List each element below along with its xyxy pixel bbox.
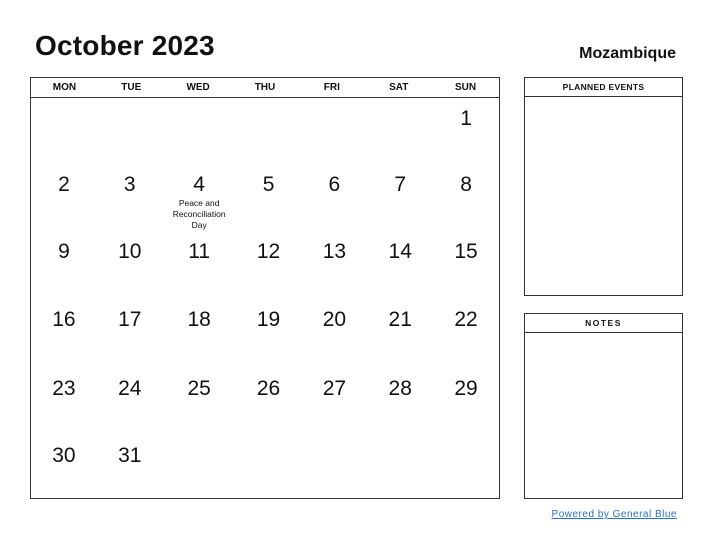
day-cell bbox=[97, 98, 163, 164]
day-number: 13 bbox=[322, 240, 347, 263]
day-number: 8 bbox=[460, 173, 472, 196]
day-number: 29 bbox=[454, 377, 478, 400]
day-cell bbox=[301, 299, 367, 368]
day-cell bbox=[97, 299, 163, 368]
day-number: 4 bbox=[193, 173, 205, 196]
day-cell bbox=[163, 164, 236, 231]
weekday-label: WED bbox=[186, 82, 210, 93]
day-number: 20 bbox=[322, 308, 347, 331]
day-number: 24 bbox=[118, 377, 142, 400]
country-name: Mozambique bbox=[579, 45, 676, 62]
day-cell bbox=[31, 164, 97, 231]
day-number: 6 bbox=[328, 173, 341, 196]
day-cell bbox=[31, 435, 97, 503]
day-cell bbox=[163, 368, 236, 435]
day-cell bbox=[163, 299, 236, 368]
weekday-label: MON bbox=[52, 82, 77, 93]
day-number: 9 bbox=[58, 240, 70, 263]
day-number: 7 bbox=[394, 173, 407, 196]
day-number: 15 bbox=[454, 240, 478, 263]
day-number: 2 bbox=[58, 173, 70, 196]
day-number bbox=[301, 435, 367, 445]
calendar-body bbox=[31, 98, 499, 499]
planned-events-header: PLANNED EVENTS bbox=[525, 78, 682, 97]
day-cell bbox=[97, 435, 163, 503]
day-cell bbox=[236, 299, 302, 368]
weekday-label: FRI bbox=[323, 82, 340, 93]
day-number bbox=[367, 98, 433, 108]
day-number: 30 bbox=[52, 444, 76, 467]
weekday-label: TUE bbox=[121, 82, 142, 93]
day-cell bbox=[367, 98, 433, 164]
day-number: 5 bbox=[262, 173, 275, 196]
day-cell bbox=[367, 435, 433, 503]
day-cell bbox=[367, 368, 433, 435]
day-cell bbox=[31, 98, 97, 164]
day-number: 25 bbox=[187, 377, 211, 400]
day-number: 31 bbox=[118, 444, 142, 467]
day-cell bbox=[236, 164, 302, 231]
holiday-label: Peace and Reconciliation Day bbox=[172, 198, 226, 230]
day-number: 16 bbox=[52, 308, 76, 331]
day-cell bbox=[31, 299, 97, 368]
day-number bbox=[97, 98, 163, 108]
day-cell bbox=[31, 368, 97, 435]
powered-by-link[interactable]: Powered by General Blue bbox=[551, 509, 677, 520]
planned-events-box bbox=[524, 77, 683, 296]
day-cell bbox=[367, 164, 433, 231]
notes-header: NOTES bbox=[525, 314, 682, 333]
day-cell bbox=[301, 368, 367, 435]
day-number: 21 bbox=[388, 308, 412, 331]
day-cell bbox=[97, 231, 163, 299]
day-number bbox=[31, 98, 97, 108]
day-number: 27 bbox=[322, 377, 347, 400]
weekday-label: SUN bbox=[455, 82, 477, 93]
day-cell bbox=[433, 299, 499, 368]
day-number: 12 bbox=[256, 240, 281, 263]
day-number bbox=[236, 435, 302, 445]
notes-box bbox=[524, 313, 683, 499]
day-number bbox=[367, 435, 433, 445]
day-cell bbox=[97, 164, 163, 231]
day-cell bbox=[301, 435, 367, 503]
day-number bbox=[163, 435, 236, 445]
day-number bbox=[301, 98, 367, 108]
day-cell bbox=[433, 368, 499, 435]
day-cell bbox=[236, 231, 302, 299]
day-number bbox=[236, 98, 302, 108]
day-cell bbox=[433, 98, 499, 164]
weekday-label: SAT bbox=[389, 82, 409, 93]
weekday-header-row bbox=[31, 78, 499, 98]
day-cell bbox=[163, 98, 236, 164]
day-cell bbox=[236, 368, 302, 435]
day-cell bbox=[433, 231, 499, 299]
day-cell bbox=[163, 231, 236, 299]
day-number: 19 bbox=[256, 308, 281, 331]
day-cell bbox=[301, 98, 367, 164]
day-number: 23 bbox=[52, 377, 76, 400]
weekday-label: THU bbox=[254, 82, 276, 93]
day-cell bbox=[163, 435, 236, 503]
day-number: 22 bbox=[454, 308, 478, 331]
day-cell bbox=[236, 435, 302, 503]
day-cell bbox=[236, 98, 302, 164]
day-number: 26 bbox=[256, 377, 281, 400]
day-cell bbox=[367, 299, 433, 368]
day-cell bbox=[97, 368, 163, 435]
day-number: 11 bbox=[188, 240, 211, 263]
day-cell bbox=[433, 164, 499, 231]
day-cell bbox=[367, 231, 433, 299]
month-title: October 2023 bbox=[35, 30, 215, 61]
day-number: 28 bbox=[388, 377, 412, 400]
day-number bbox=[433, 435, 499, 445]
day-number: 1 bbox=[460, 107, 472, 130]
day-number bbox=[163, 98, 236, 108]
day-number: 18 bbox=[187, 308, 211, 331]
calendar-grid bbox=[30, 77, 500, 499]
day-number: 17 bbox=[118, 308, 142, 331]
day-cell bbox=[301, 231, 367, 299]
day-number: 14 bbox=[388, 240, 412, 263]
day-cell bbox=[433, 435, 499, 503]
day-number: 10 bbox=[118, 240, 142, 263]
day-cell bbox=[301, 164, 367, 231]
day-number: 3 bbox=[123, 173, 136, 196]
day-cell bbox=[31, 231, 97, 299]
